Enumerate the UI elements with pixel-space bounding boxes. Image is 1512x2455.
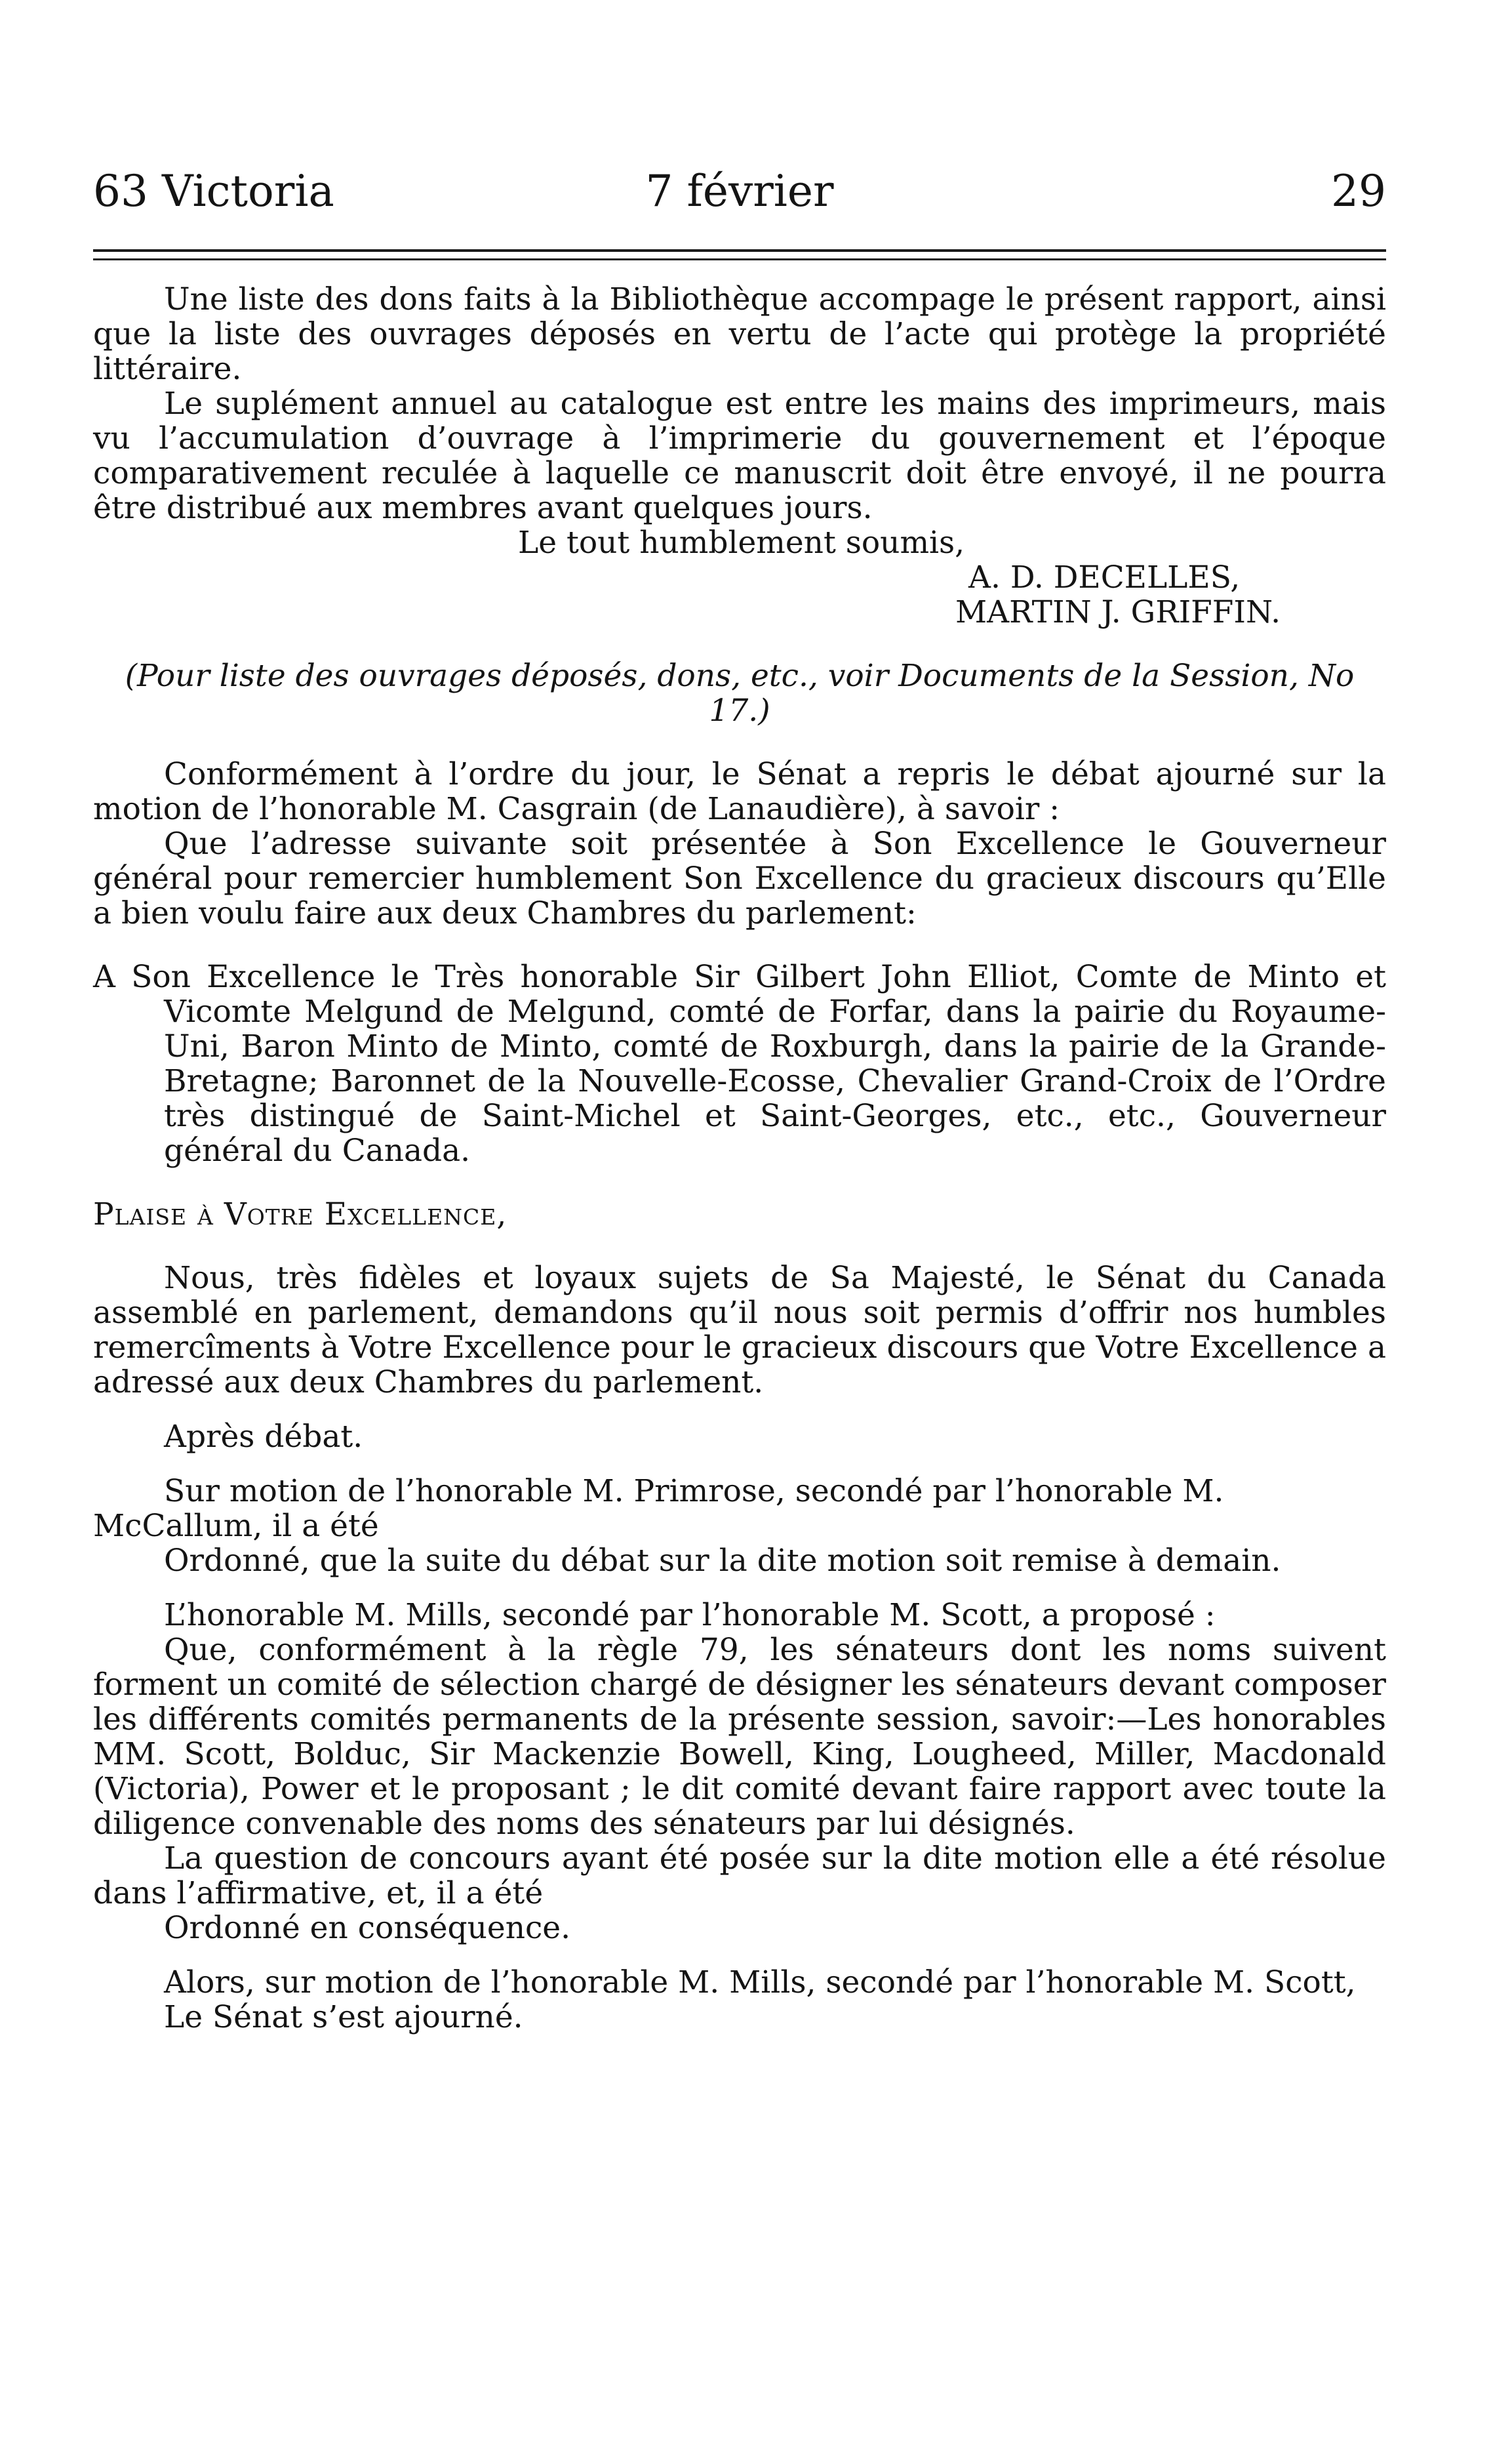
header-page-number: 29 [1331,166,1386,216]
paragraph-mills-proposal: L’honorable M. Mills, secondé par l’honorable M. Scott, a proposé : [164,1597,1216,1633]
paragraph-after-debate: Après débat. [164,1419,363,1455]
signature-griffin: MARTIN J. GRIFFIN. [955,594,1281,630]
paragraph-selection-committee: Que, conformément à la règle 79, les sénateurs dont les noms suivent forment un comité de sélection chargé de désigner les sénateurs devant composer les différents comités permanents de la présente session, savoir:—Les honorables MM. Scott, Bolduc, Sir Mackenzie Bowell, King, Lougheed, Miller, Macdonald (Victoria), Power et le proposant ; le dit comité devant faire rapport avec toute la diligence convenable des noms des sénateurs par lui désignés. [93,1632,1386,1842]
paragraph-supplement: Le suplément annuel au catalogue est entre les mains des imprimeurs, mais vu l’accumulation d’ouvrage à l’imprimerie du gouvernement et l’époque comparativement reculée à laquelle ce manuscrit doit être envoyé, il ne pourra être distribué aux membres avant quelques jours. [93,386,1386,526]
header-rule-top [93,249,1386,252]
header-date: 7 février [645,166,834,216]
paragraph-ordered-adjourn: Ordonné, que la suite du débat sur la dite motion soit remise à demain. [164,1543,1281,1579]
paragraph-ordered-consequence: Ordonné en conséquence. [164,1910,571,1946]
documents-reference: (Pour liste des ouvrages déposés, dons, etc., voir Documents de la Session, No 17.) [125,658,1355,729]
paragraph-primrose-motion: Sur motion de l’honorable M. Primrose, secondé par l’honorable M. McCallum, il a été [93,1473,1224,1544]
paragraph-thanks: Nous, très fidèles et loyaux sujets de Sa Majesté, le Sénat du Canada assemblé en parlement, demandons qu’il nous soit permis d’offrir nos humbles remercîments à Votre Excellence pour le gracieux discours que Votre Excellence a adressé aux deux Chambres du parlement. [93,1260,1386,1400]
document-body [93,282,1386,2035]
paragraph-senate-adjourned: Le Sénat s’est ajourné. [164,1999,523,2035]
paragraph-final-motion: Alors, sur motion de l’honorable M. Mills, secondé par l’honorable M. Scott, [164,1964,1356,2000]
page-header [93,165,1386,218]
paragraph-concurrence: La question de concours ayant été posée sur la dite motion elle a été résolue dans l’affirmative, et, il a été [93,1840,1386,1911]
header-session: 63 Victoria [93,166,334,216]
paragraph-addressee: A Son Excellence le Très honorable Sir Gilbert John Elliot, Comte de Minto et Vicomte Melgund de Melgund, comté de Forfar, dans la pairie du Royaume-Uni, Baron Minto de Minto, comté de Roxburgh, dans la pairie de la Grande-Bretagne; Baronnet de la Nouvelle-Ecosse, Chevalier Grand-Croix de l’Ordre très distingué de Saint-Michel et Saint-Georges, etc., etc., Gouverneur général du Canada. [93,959,1386,1169]
paragraph-address-motion: Que l’adresse suivante soit présentée à Son Excellence le Gouverneur général pour remercier humblement Son Excellence du gracieux discours qu’Elle a bien voulu faire aux deux Chambres du parlement: [93,826,1386,931]
closing-line: Le tout humblement soumis, [518,525,965,561]
salutation: Plaise à Votre Excellence, [93,1196,507,1232]
header-rule-bottom [93,258,1386,260]
paragraph-library-gifts: Une liste des dons faits à la Bibliothèque accompage le présent rapport, ainsi que la liste des ouvrages déposés en vertu de l’acte qui protège la propriété littéraire. [93,281,1386,387]
paragraph-order-of-day: Conformément à l’ordre du jour, le Sénat a repris le débat ajourné sur la motion de l’honorable M. Casgrain (de Lanaudière), à savoir : [93,756,1386,827]
signature-decelles: A. D. DECELLES, [968,559,1241,596]
